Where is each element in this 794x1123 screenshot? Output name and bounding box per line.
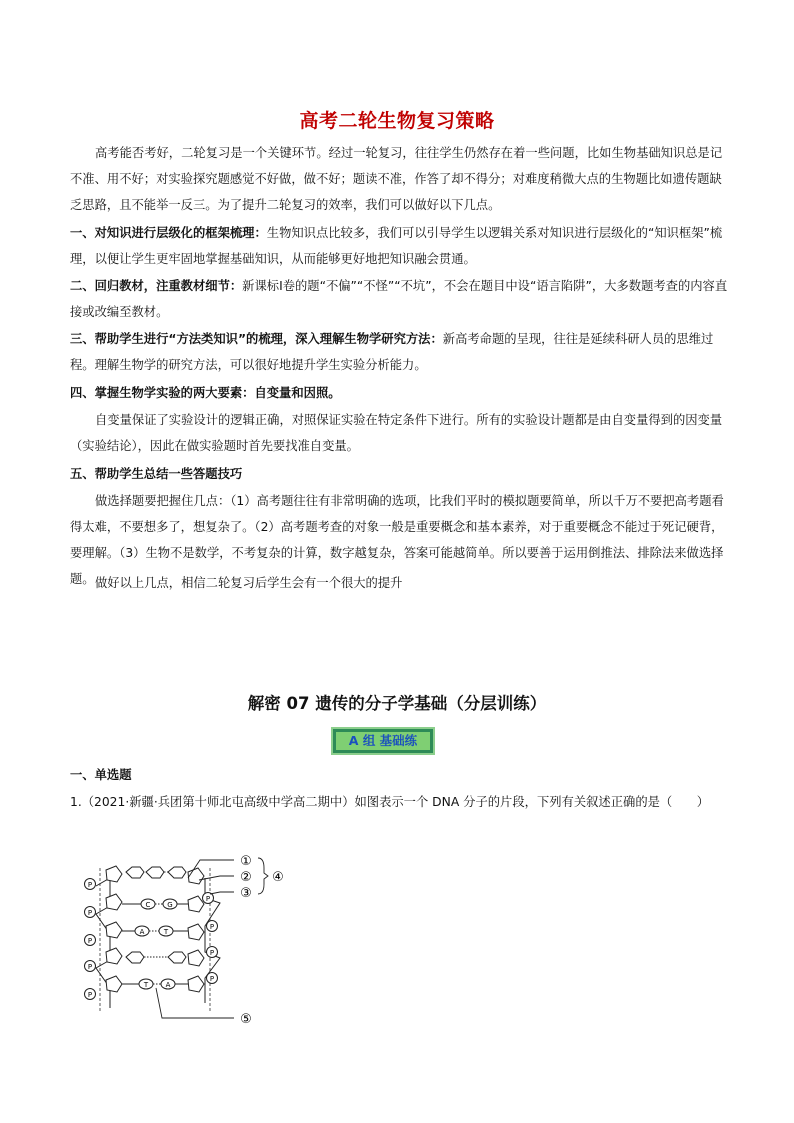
section-title: 解密 07 遗传的分子学基础（分层训练） [247, 694, 547, 713]
base-pair-row-1 [122, 899, 188, 909]
base-letter: A [165, 981, 171, 989]
phosphate-label: P [87, 909, 93, 917]
callout-5: ⑤ [240, 1012, 252, 1027]
point-2-body: 新课标Ⅰ卷的题“不偏”“不怪”“不坑”，不会在题目中设“语言陷阱”，大多数题考查的内容直接或改编至教材。 [70, 279, 728, 319]
base-letter: T [163, 928, 169, 936]
phosphate-label: P [205, 895, 211, 903]
point-3 [70, 326, 730, 378]
base-hexagon [168, 867, 186, 878]
base-hexagon [126, 952, 144, 963]
left-deoxyribose-sugars [106, 866, 122, 992]
callout-line-5 [156, 988, 234, 1018]
dna-structure-diagram [70, 848, 300, 1028]
sugar-pentagon [106, 894, 122, 910]
sugar-pentagon [188, 868, 204, 884]
point-1-heading: 一、对知识进行层级化的框架梳理： [70, 226, 267, 240]
base-letter: T [143, 981, 149, 989]
sugar-pentagon [106, 948, 122, 964]
point-1-body: 生物知识点比较多，我们可以引导学生以逻辑关系对知识进行层级化的“知识框架”梳理，以便让学生更牢固地掌握基础知识，从而能够更好地把知识融会贯通。 [70, 226, 723, 266]
phosphate-label: P [209, 975, 215, 983]
phosphate-label: P [87, 881, 93, 889]
base-hexagon [146, 867, 164, 878]
point-4-heading: 四、掌握生物学实验的两大要素：自变量和因照。 [70, 386, 341, 400]
base-hexagon [168, 952, 186, 963]
base-letter: C [145, 901, 151, 909]
phosphate-label: P [87, 963, 93, 971]
phosphate-label: P [87, 991, 93, 999]
intro-paragraph: 高考能否考好，二轮复习是一个关键环节。经过一轮复习，往往学生仍然存在着一些问题，比如生物基础知识总是记不准、用不好；对实验探究题感觉不好做，做不好；题读不准，作答了却不得分；对难度稍微大点的生物题比如遗传题缺乏思路，且不能举一反三。为了提升二轮复习的效率，我们可以做好以下几点。 [70, 146, 723, 212]
base-pair-row-3 [122, 979, 188, 989]
question-type-heading: 一、单选题 [70, 768, 132, 782]
callout-3: ③ [240, 886, 252, 901]
closing-paragraph: 做好以上几点，相信二轮复习后学生会有一个很大的提升 [95, 576, 403, 590]
sugar-pentagon [106, 922, 122, 938]
callout-2: ② [240, 870, 252, 885]
point-2 [70, 273, 730, 325]
phosphate-label: P [209, 949, 215, 957]
point-4-body: 自变量保证了实验设计的逻辑正确，对照保证实验在特定条件下进行。所有的实验设计题都是由自变量得到的因变量（实验结论），因此在做实验题时首先要找准自变量。 [70, 413, 723, 453]
base-hexagon [126, 867, 144, 878]
sugar-pentagon [188, 950, 204, 966]
sugar-pentagon [106, 976, 122, 992]
right-deoxyribose-sugars [188, 868, 204, 992]
phosphate-label: P [209, 923, 215, 931]
base-letter: A [139, 928, 145, 936]
left-phosphates [85, 879, 96, 1000]
callout-line-2 [199, 876, 234, 880]
callout-line-3 [210, 892, 234, 894]
base-pair-row-2 [122, 926, 188, 936]
page-title: 高考二轮生物复习策略 [299, 110, 495, 132]
point-3-body: 新高考命题的呈现，往往是延续科研人员的思维过程。理解生物学的研究方法，可以很好地提升学生实验分析能力。 [70, 332, 714, 372]
point-1 [70, 220, 730, 272]
sugar-pentagon [106, 866, 122, 882]
point-2-heading: 二、回归教材，注重教材细节： [70, 279, 243, 293]
point-5-body: 做选择题要把握住几点：（1）高考题往往有非常明确的选项，比我们平时的模拟题要简单，所以千万不要把高考题看得太难，不要想多了，想复杂了。（2）高考题考查的对象一般是重要概念和基本素养，对于重要概念不能过于死记硬背，要理解。（3）生物不是数学，不考复杂的计算，数字越复杂，答案可能越简单。所以要善于运用倒推法、排除法来做选择题。 [70, 494, 724, 586]
sugar-pentagon [188, 924, 204, 940]
phosphate-label: P [87, 937, 93, 945]
sugar-pentagon [188, 976, 204, 992]
group-badge-label: A 组 基础练 [336, 732, 430, 750]
sugar-pentagon [188, 896, 204, 912]
callout-4: ④ [272, 870, 284, 885]
callout-brace-4 [258, 858, 268, 894]
callout-1: ① [240, 854, 252, 869]
group-badge [331, 727, 435, 755]
point-3-heading: 三、帮助学生进行“方法类知识”的梳理，深入理解生物学研究方法： [70, 332, 443, 346]
base-letter: G [167, 901, 173, 909]
question-1: 1.（2021·新疆·兵团第十师北屯高级中学高二期中）如图表示一个 DNA 分子的片段，下列有关叙述正确的是（ ） [70, 795, 710, 809]
top-base-pair [126, 867, 186, 878]
point-5-heading: 五、帮助学生总结一些答题技巧 [70, 467, 243, 481]
